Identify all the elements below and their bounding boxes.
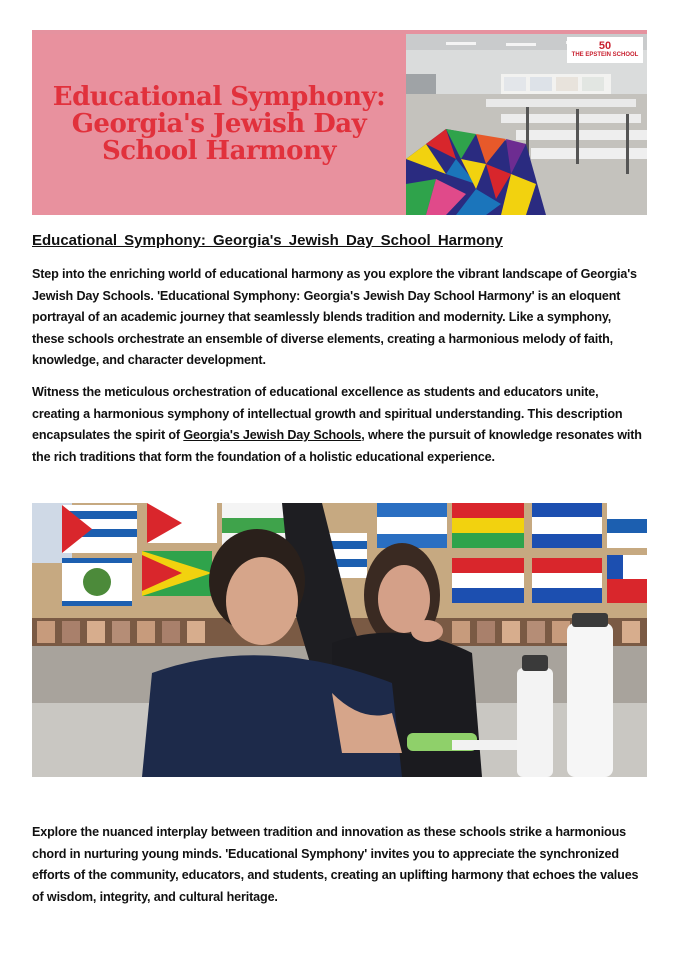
paragraph-1: Step into the enriching world of educational harmony as you explore the vibrant landscape of Georgia's Jewish Day Schools. 'Educational Symphony: Georgia's Jewish Day School Harmony' is an eloquent portrayal of an academic journey that seamlessly blends tradition and modernity. Like a symphony, these schools orchestrate an ensemble of diverse elements, creating a harmonious melody of faith, knowledge, and character development. — [32, 267, 637, 367]
georgia-jewish-day-schools-link[interactable]: Georgia's Jewish Day Schools — [183, 428, 362, 442]
school-logo: 50 THE EPSTEIN SCHOOL — [567, 37, 643, 63]
article-heading: Educational Symphony: Georgia's Jewish Day School Harmony — [32, 232, 503, 249]
paragraph-3: Explore the nuanced interplay between tradition and innovation as these schools strike a harmonious chord in nurturing young minds. 'Educational Symphony' invites you to appreciate the synchronized efforts of the community, educators, and students, creating an uplifting harmony that echoes the values of wisdom, integrity, and cultural heritage. — [32, 825, 639, 904]
title-banner — [32, 34, 406, 215]
paragraph-2: Witness the meticulous orchestration of educational excellence as students and educators unite, creating a harmonious symphony of intellectual growth and spiritual understanding. This description encapsulates the spirit of Georgia's Jewish Day Schools, where the pursuit of knowledge resonates with the rich traditions that form the foundation of a holistic educational experience. — [32, 385, 642, 464]
students-photo — [32, 503, 647, 777]
classroom-photo — [406, 34, 647, 215]
banner-title: Educational Symphony: Georgia's Jewish Day School Harmony — [52, 82, 386, 166]
students-illustration — [32, 503, 647, 777]
